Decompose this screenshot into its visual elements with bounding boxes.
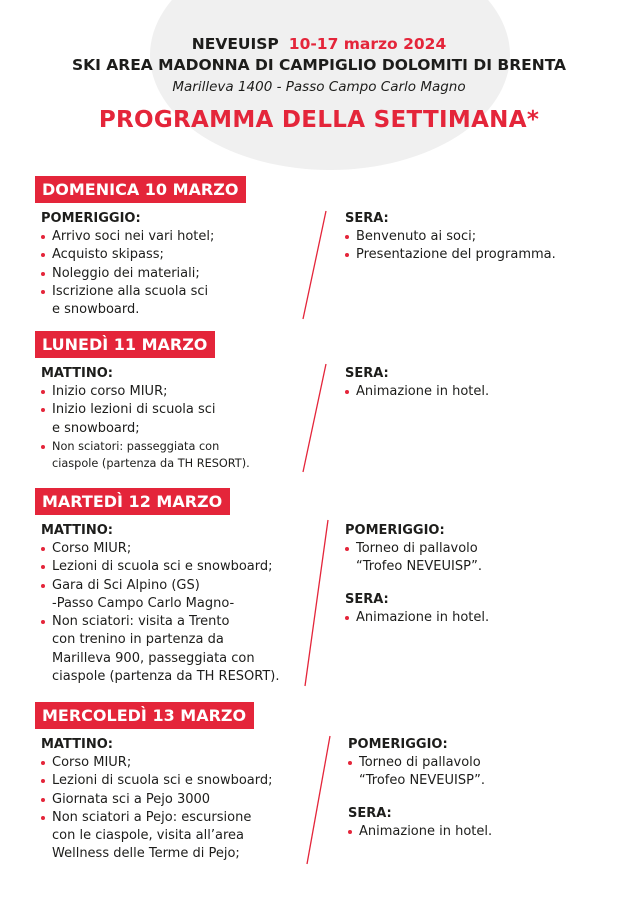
left-column bbox=[41, 522, 280, 686]
list-item: Inizio lezioni di scuola sci e snowboard; bbox=[41, 401, 250, 438]
period-label: SERA: bbox=[345, 211, 389, 226]
page-header bbox=[0, 34, 638, 135]
divider-slash bbox=[300, 209, 330, 321]
list-item: Non sciatori a Pejo: escursione con le ciaspole, visita all’area Wellness delle Terme di Pejo; bbox=[41, 809, 273, 864]
list-item: Noleggio dei materiali; bbox=[41, 265, 214, 283]
list-item: Torneo di pallavolo “Trofeo NEVEUISP”. bbox=[345, 540, 489, 577]
left-column bbox=[41, 210, 214, 319]
list-item: Benvenuto ai soci; bbox=[345, 228, 556, 246]
activity-list bbox=[41, 383, 250, 473]
ski-area-name: SKI AREA MADONNA DI CAMPIGLIO DOLOMITI DI BRENTA bbox=[71, 56, 567, 74]
period-label: POMERIGGIO: bbox=[345, 523, 445, 538]
period-label: SERA: bbox=[348, 805, 392, 821]
list-item: Corso MIUR; bbox=[41, 540, 280, 558]
period-label: SERA: bbox=[345, 366, 389, 381]
activity-list bbox=[41, 228, 214, 319]
period-label: MATTINO: bbox=[41, 737, 113, 752]
day-section-wednesday bbox=[0, 702, 638, 877]
day-title-badge: MERCOLEDÌ 13 MARZO bbox=[35, 702, 254, 729]
list-item: Non sciatori: passeggiata con ciaspole (partenza da TH RESORT). bbox=[41, 438, 250, 473]
event-dates: 10-17 marzo 2024 bbox=[288, 35, 447, 53]
period-label: MATTINO: bbox=[41, 523, 113, 538]
list-item: Presentazione del programma. bbox=[345, 246, 556, 264]
divider-slash bbox=[302, 518, 332, 688]
list-item: Animazione in hotel. bbox=[345, 383, 489, 401]
list-item: Corso MIUR; bbox=[41, 754, 273, 772]
right-column bbox=[345, 522, 489, 627]
period-label: MATTINO: bbox=[41, 366, 113, 381]
org-name: NEVEUISP bbox=[191, 35, 279, 53]
list-item: Lezioni di scuola sci e snowboard; bbox=[41, 772, 273, 790]
period-label: POMERIGGIO: bbox=[41, 211, 141, 226]
day-section-sunday bbox=[0, 176, 638, 324]
activity-list bbox=[348, 754, 492, 791]
day-section-tuesday bbox=[0, 488, 638, 693]
right-column bbox=[345, 365, 489, 401]
right-column bbox=[348, 736, 492, 841]
list-item: Acquisto skipass; bbox=[41, 246, 214, 264]
divider-slash bbox=[300, 362, 330, 474]
left-column bbox=[41, 736, 273, 864]
header-line-1 bbox=[0, 34, 638, 54]
right-column bbox=[345, 210, 556, 265]
list-item: Arrivo soci nei vari hotel; bbox=[41, 228, 214, 246]
programme-title: PROGRAMMA DELLA SETTIMANA* bbox=[98, 107, 540, 133]
activity-list bbox=[345, 228, 556, 265]
activity-list bbox=[41, 540, 280, 686]
list-item: Lezioni di scuola sci e snowboard; bbox=[41, 558, 280, 576]
list-item: Animazione in hotel. bbox=[345, 609, 489, 627]
list-item: Gara di Sci Alpino (GS) -Passo Campo Carlo Magno- bbox=[41, 577, 280, 614]
divider-slash bbox=[304, 734, 334, 866]
day-title-badge: MARTEDÌ 12 MARZO bbox=[35, 488, 230, 515]
activity-list bbox=[348, 823, 492, 841]
activity-list bbox=[41, 754, 273, 864]
list-item: Iscrizione alla scuola sci e snowboard. bbox=[41, 283, 214, 320]
left-column bbox=[41, 365, 250, 473]
period-label: SERA: bbox=[345, 591, 389, 607]
list-item: Animazione in hotel. bbox=[348, 823, 492, 841]
activity-list bbox=[345, 540, 489, 577]
list-item: Torneo di pallavolo “Trofeo NEVEUISP”. bbox=[348, 754, 492, 791]
activity-list bbox=[345, 609, 489, 627]
period-label: POMERIGGIO: bbox=[348, 737, 448, 752]
location-line: Marilleva 1400 - Passo Campo Carlo Magno bbox=[172, 79, 466, 95]
day-title-badge: LUNEDÌ 11 MARZO bbox=[35, 331, 215, 358]
day-title-badge: DOMENICA 10 MARZO bbox=[35, 176, 246, 203]
list-item: Giornata sci a Pejo 3000 bbox=[41, 791, 273, 809]
activity-list bbox=[345, 383, 489, 401]
day-section-monday bbox=[0, 331, 638, 479]
list-item: Inizio corso MIUR; bbox=[41, 383, 250, 401]
list-item: Non sciatori: visita a Trento con trenino in partenza da Marilleva 900, passeggiata con ciaspole (partenza da TH RESORT). bbox=[41, 613, 280, 686]
